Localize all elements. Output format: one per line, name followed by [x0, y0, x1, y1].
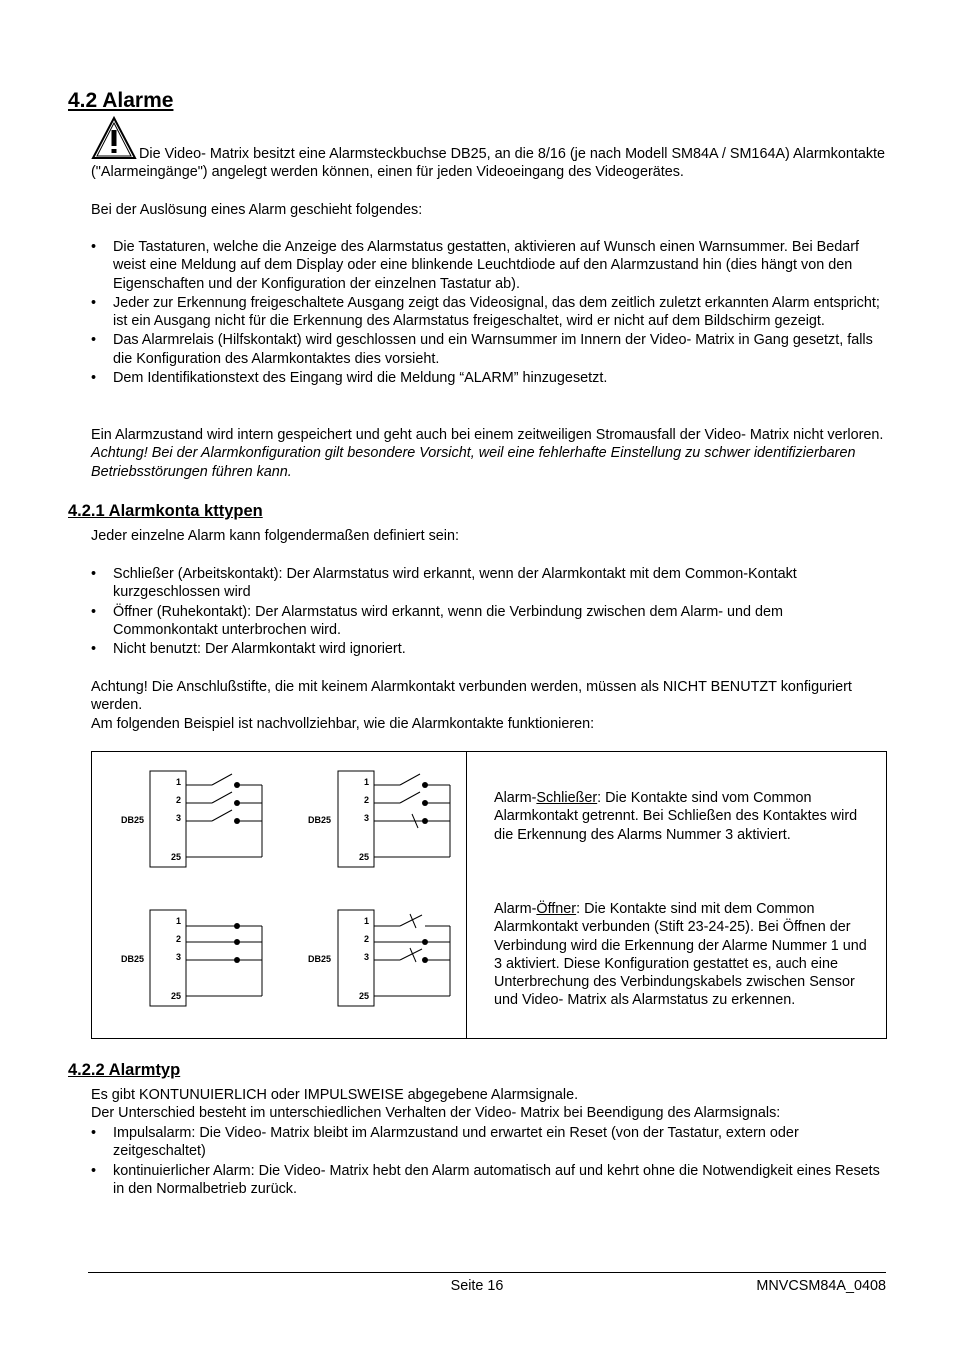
- connector-label: DB25: [308, 815, 332, 825]
- list-item: • kontinuierlicher Alarm: Die Video- Matrix hebt den Alarm automatisch auf und kehrt ohne die Notwendigkeit eines Resets in den Normalbetrieb zurück.: [91, 1162, 891, 1199]
- list-item: • Impulsalarm: Die Video- Matrix bleibt im Alarmzustand und erwartet ein Reset (von der Tastatur, extern oder zeitgeschaltet): [91, 1124, 891, 1161]
- pin-label: 25: [171, 852, 182, 862]
- wiring-diagram: [92, 752, 466, 1038]
- pin-label: 1: [364, 777, 370, 787]
- list-item: • Öffner (Ruhekontakt): Der Alarmstatus wird erkannt, wenn die Verbindung zwischen dem Alarm- und dem Commonkontakt unterbrochen wird.: [91, 603, 891, 640]
- contact-types-title: 4.2.1 Alarmkonta kttypen: [68, 502, 263, 520]
- list-item: • Jeder zur Erkennung freigeschaltete Ausgang zeigt das Videosignal, das dem zeitlich zuletzt erkannten Alarm entspricht; ist ein Ausgang nicht für die Erkennung des Alarmstatus freigeschaltet, wird er nicht auf dem Bildschirm gezeigt.: [91, 294, 891, 331]
- connector-label: DB25: [121, 954, 145, 964]
- list-item: • Dem Identifikationstext des Eingang wird die Meldung “ALARM” hinzugesetzt.: [91, 369, 891, 387]
- pin-label: 3: [364, 952, 370, 962]
- storage-warning: Achtung! Bei der Alarmkonfiguration gilt besondere Vorsicht, weil eine fehlerhafte Einstellung zu schwer identifizierbaren Betriebsstörungen führen kann.: [91, 445, 856, 480]
- opener-description: [494, 900, 874, 1010]
- connector-label: DB25: [121, 815, 145, 825]
- contact-types-list: [91, 565, 891, 659]
- closer-prefix: Alarm-: [494, 790, 537, 806]
- pin-label: 25: [359, 991, 370, 1001]
- page-number: Seite 16: [450, 1278, 504, 1294]
- alarm-type-title: 4.2.2 Alarmtyp: [68, 1061, 181, 1079]
- list-item: • Das Alarmrelais (Hilfskontakt) wird geschlossen und ein Warnsummer im Innern der Video- Matrix in Gang gesetzt, falls die Konfiguration des Alarmkontaktes dies vorsieht.: [91, 331, 891, 368]
- pin-label: 1: [364, 916, 370, 926]
- footer-rule: [88, 1272, 886, 1273]
- example-intro: Am folgenden Beispiel ist nachvollziehbar, wie die Alarmkontakte funktionieren:: [91, 716, 595, 732]
- closer-description: [494, 789, 874, 844]
- document-code: MNVCSM84A_0408: [756, 1278, 886, 1294]
- section-intro: Die Video- Matrix besitzt eine Alarmsteckbuchse DB25, an die 8/16 (je nach Modell SM84A / SM164A) Alarmkontakte ("Alarmeingänge") angelegt werden können, einen für jeden Videoeingang des Videogerätes.: [91, 146, 886, 181]
- opener-diagram-b: [308, 910, 450, 1006]
- pin-label: 25: [171, 991, 182, 1001]
- trigger-list: [91, 238, 891, 388]
- pin-label: 3: [364, 813, 370, 823]
- pin-label: 1: [176, 777, 182, 787]
- pin-label: 2: [364, 934, 370, 944]
- storage-text: Ein Alarmzustand wird intern gespeichert und geht auch bei einem zeitweiligen Stromausfall der Video- Matrix nicht verloren.: [91, 427, 884, 443]
- trigger-intro: Bei der Auslösung eines Alarm geschieht folgendes:: [91, 202, 423, 218]
- diagram-divider: [466, 752, 467, 1038]
- contact-types-intro: Jeder einzelne Alarm kann folgendermaßen definiert sein:: [91, 528, 459, 544]
- opener-prefix: Alarm-: [494, 901, 537, 917]
- contact-diagram: [91, 751, 887, 1039]
- list-item: • Schließer (Arbeitskontakt): Der Alarmstatus wird erkannt, wenn der Alarmkontakt mit dem Common-Kontakt kurzgeschlossen wird: [91, 565, 891, 602]
- opener-diagram-a: [121, 910, 262, 1006]
- storage-paragraph: [91, 426, 891, 481]
- closer-diagram-b: [308, 771, 450, 867]
- connector-label: DB25: [308, 954, 332, 964]
- pin-label: 25: [359, 852, 370, 862]
- pin-label: 2: [176, 934, 182, 944]
- closer-diagram-a: [121, 771, 262, 867]
- pin-label: 1: [176, 916, 182, 926]
- list-item: • Nicht benutzt: Der Alarmkontakt wird ignoriert.: [91, 640, 891, 658]
- alarm-type-line2: Der Unterschied besteht im unterschiedlichen Verhalten der Video- Matrix bei Beendigung des Alarmsignals:: [91, 1105, 781, 1121]
- opener-text: : Die Kontakte sind mit dem Common Alarmkontakt verbunden (Stift 23-24-25). Bei Öffnen der Verbindung wird die Erkennung der Alarme Nummer 1 und 3 aktiviert. Diese Konfiguration gestattet es, auch eine Unterbrechung des Verbindungskabels zwischen Sensor und Video- Matrix als Alarmstatus zu erkennen.: [494, 901, 867, 1009]
- alarm-type-list: [91, 1124, 891, 1199]
- pin-label: 2: [176, 795, 182, 805]
- contact-types-note: Achtung! Die Anschlußstifte, die mit keinem Alarmkontakt verbunden werden, müssen als NICHT BENUTZT konfiguriert werden.: [91, 679, 852, 714]
- section-title: 4.2 Alarme: [68, 89, 174, 112]
- pin-label: 3: [176, 952, 182, 962]
- closer-term: Schließer: [536, 790, 598, 806]
- closer-text: : Die Kontakte sind vom Common Alarmkontakt getrennt. Bei Schließen des Kontaktes wird die Erkennung des Alarms Nummer 3 aktiviert.: [494, 790, 858, 843]
- pin-label: 2: [364, 795, 370, 805]
- pin-label: 3: [176, 813, 182, 823]
- alarm-type-line1: Es gibt KONTUNUIERLICH oder IMPULSWEISE abgegebene Alarmsignale.: [91, 1087, 579, 1103]
- opener-term: Öffner: [536, 901, 577, 917]
- list-item: • Die Tastaturen, welche die Anzeige des Alarmstatus gestatten, aktivieren auf Wunsch einen Warnsummer. Bei Bedarf weist eine Meldung auf dem Display oder eine blinkende Leuchtdiode auf den Alarmzustand hin (dies hängt von den Eigenschaften und der Konfiguration der einzelnen Tastatur ab).: [91, 238, 891, 293]
